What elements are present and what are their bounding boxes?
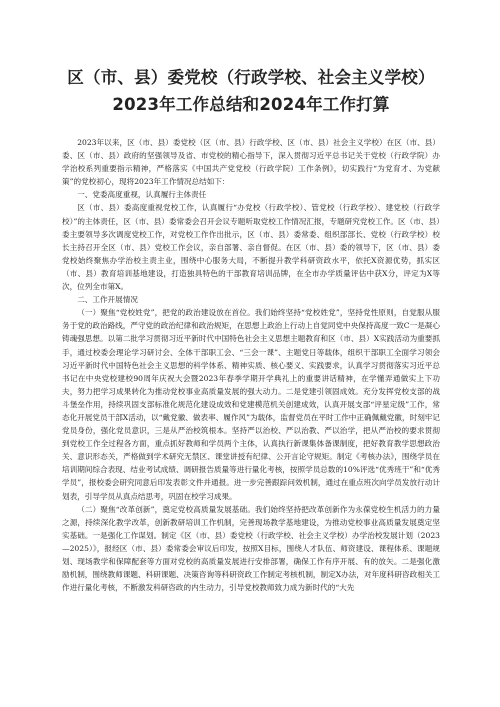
body-paragraph: 区（市、县）委高度重视党校工作，认真履行“办党校（行政学校）、管党校（行政学校）、建党校（行政学校）”的主体责任，区（市、县）委常委会召开会议专题听取党校工作情况汇报，专题研究党校工作。区（市、县）委主要领导多次调度党校工作，对党校工作作出批示，区（市、县）委常委、组织部部长、党校（行政学校）校长主持召开全区（市、县）党校工作会议，亲自部署、亲自督促。在区（市、县）委的领导下，区（市、县）委党校始终聚焦办学治校主责主业，围绕中心服务大局，不断提升教学科研资政水平，依托X资源优势，抓实区（市、县）教育培训基地建设，打造独具特色的干部教育培训品牌，在全市办学质量评估中获X分，评定为X等次，位列全市第X。 — [62, 203, 440, 292]
section-heading-2: 二、工作开展情况 — [77, 295, 138, 305]
document-body — [62, 136, 440, 594]
body-paragraph: （一）聚焦“党校姓党”，把党的政治建设放在首位。我们始终坚持“党校姓党”，坚持党性原则，自觉服从服务于党的政治路线，严守党的政治纪律和政治规矩，在思想上政治上行动上自觉同党中央保持高度一致C一是凝心铸魂强思想。以第二批学习贯彻习近平新时代中国特色社会主义思想主题教育和区（市、县）X实践活动为重要抓手，通过校委会理论学习研讨会、全体干部职工会、“三会一课”、主题党日等载体，组织干部职工全面学习领会习近平新时代中国特色社会主义思想的科学体系、精神实质、核心要义、实践要求，认真学习贯彻落实习近平总书记在中央党校建校90周年庆祝大会暨2023年春季学期开学典礼上的重要讲话精神，在学懂弄通做实上下功夫，努力把学习成果转化为推动党校事业高质量发展的强大动力。二是党建引领固成效。充分发挥党校支部的战斗堡垒作用，持续巩固支部标准化规范化建设成效和党建模范机关创建成效，认真开展支部“评星定级”工作，常态化开展党员干部X活动，以“戴党徽、做表率、履作风”为载体，监督党员在平时工作中正确佩戴党徽，时刻牢记党员身份，强化党员意识，三是从严治校筑根本。坚持严以治校、严以治教、严以治学，把从严治校的要求贯彻到党校工作全过程各方面，重点抓好教师和学员两个主体，认真执行新课集体备课制度，把好教育教学思想政治关、意识形态关，严格做到学术研究无禁区、课堂讲授有纪律、公开言论守规矩。制定《考核办法》，围绕学员在培训期间综合表现、结业考试成绩、调研报告质量等进行量化考核，按照学员总数的10%评选“优秀班干”和“优秀学员”，报校委会研究同意后印发表彰文件并通报。进一步完善跟踪问效机制，通过在重点班次向学员发放行动计划表，引导学员从真点结思考，巩固在校学习成果。 — [62, 308, 440, 501]
intro-paragraph: 2023年以来，区（市、县）委党校（区（市、县）行政学校、区（市、县）社会主义学校）在区（市、县）委、区（市、县）政府的坚强领导及省、市党校的精心指导下，深入贯彻习近平总书记关于党校（行政学院）办学治校系列重要指示精神，严格落实《中国共产党党校（行政学院）工作条例》，切实践行“为党育才、为党献策”的党校初心，现将2023年工作情况总结如下： — [62, 138, 440, 187]
section-heading-1: 一、党委高度重视，认真履行主体责任 — [77, 190, 207, 200]
document-title: 区（市、县）委党校（行政学校、社会主义学校）2023年工作总结和2024年工作打算 — [67, 68, 435, 114]
body-paragraph: （二）聚焦“改革创新”，奠定党校高质量发展基础。我们始终坚持把改革创新作为永葆党校生机活力的力量之源，持续深化教学改革，创新教研培训工作机制，完善现场教学基地建设，为推动党校事业高质量发展奠定坚实基础。一是强化工作谋划。制定《区（市、县）委党校（行政学校、社会主义学校）办学治校发展计划（2023—2025）》，报经区（市、县）委常委会审议后印发，按照X目标，围绕人才队伍、师资建设、课程体系、课题规划、现场教学和保障配套等方面对党校的高质量发展进行安排部署，确保工作有序开展、有的放矢。二是强化激励机制，围绕教师课题、科研课题、决策咨询等科研资政工作制定考核机制，制定X办法，对年度科研咨政相关工作进行量化考核，不断激发科研咨政的内生动力，引导党校教师致力成为新时代的“大先 — [62, 504, 440, 593]
